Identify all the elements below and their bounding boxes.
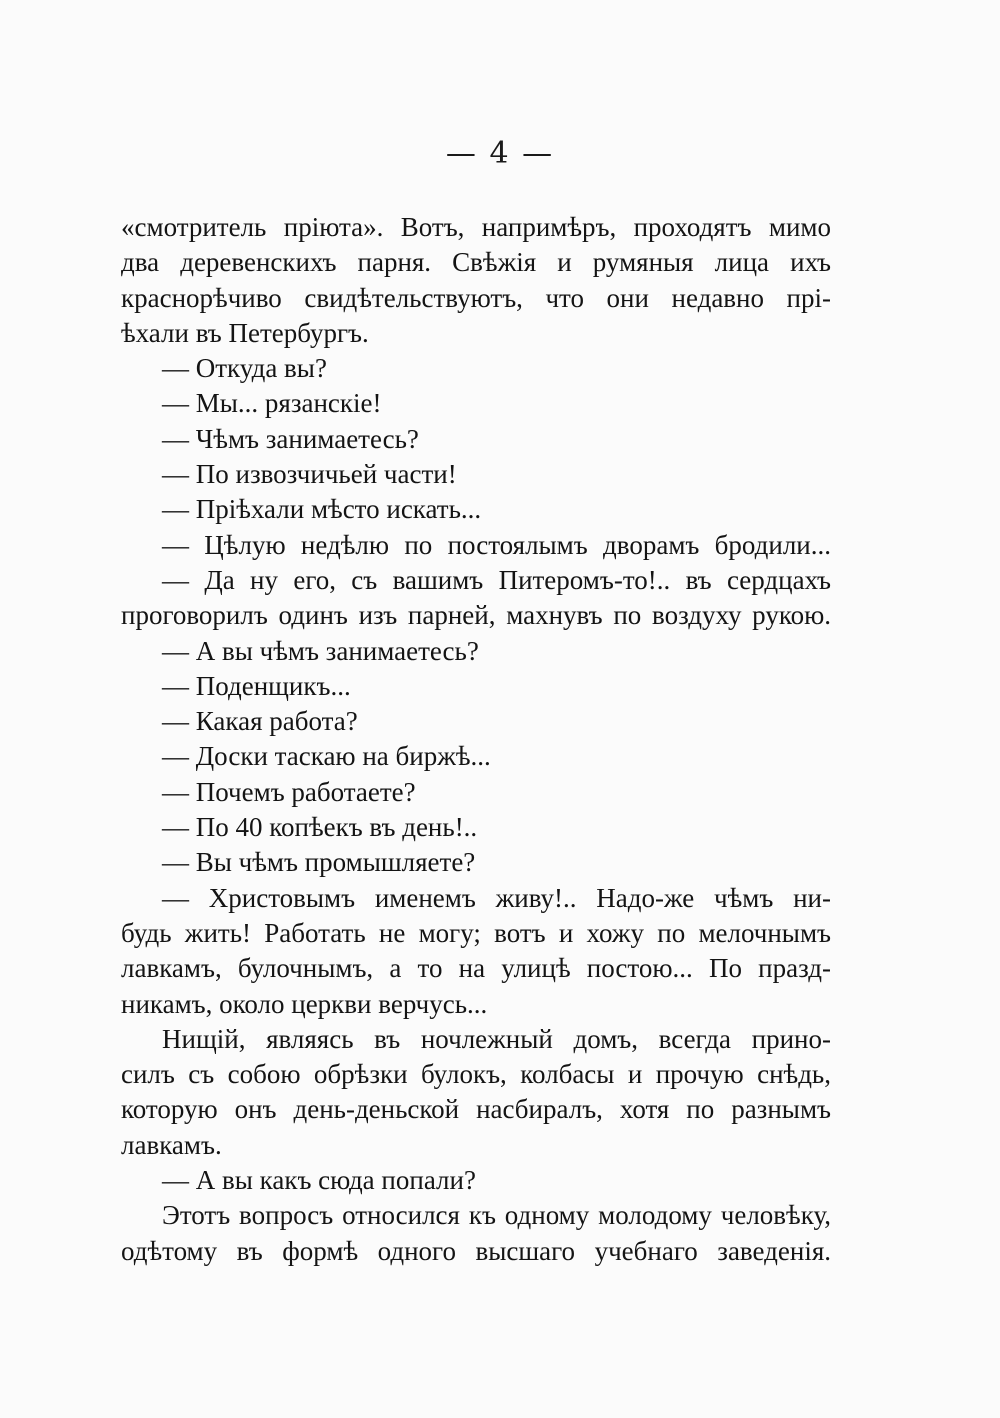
dialogue-line: — Чѣмъ занимаетесь? <box>162 423 419 454</box>
paragraph-line: Нищiй, являясь въ ночлежный домъ, всегда прино- <box>162 1023 831 1054</box>
dialogue-line: — Откуда вы? <box>162 353 327 384</box>
text-line: ѣхали въ Петербургъ. <box>121 317 369 348</box>
dialogue-line: — Цѣлую недѣлю по постоялымъ дворамъ бродили... <box>162 529 831 560</box>
text-line: которую онъ день-деньской насбиралъ, хотя по разнымъ <box>121 1094 831 1125</box>
text-line: краснорѣчиво свидѣтельствуютъ, что они недавно прi- <box>121 282 831 313</box>
dialogue-line: — Какая работа? <box>162 706 358 737</box>
dialogue-line: — Прiѣхали мѣсто искать... <box>162 494 482 525</box>
dialogue-line: — Мы... рязанскiе! <box>162 388 382 419</box>
text-line: лавкамъ. <box>121 1129 222 1160</box>
text-line: одѣтому въ формѣ одного высшаго учебнаго заведенiя. <box>121 1235 831 1266</box>
text-line: проговорилъ одинъ изъ парней, махнувъ по воздуху рукою. <box>121 600 831 631</box>
dialogue-line: — Доски таскаю на биржѣ... <box>162 741 491 772</box>
dialogue-line: — Вы чѣмъ промышляете? <box>162 847 476 878</box>
dialogue-line: — А вы какъ сюда попали? <box>162 1165 476 1196</box>
text-line: два деревенскихъ парня. Свѣжiя и румяныя лица ихъ <box>121 247 831 278</box>
text-line: никамъ, около церкви верчусь... <box>121 988 488 1019</box>
page-number: — 4 — <box>445 136 555 171</box>
dialogue-line: — По извозчичьей части! <box>162 459 457 490</box>
page-text <box>121 210 831 1269</box>
text-line: лавкамъ, булочнымъ, а то на улицѣ постою... По празд- <box>121 953 831 984</box>
text-line: будь жить! Работать не могу; вотъ и хожу по мелочнымъ <box>121 917 831 948</box>
dialogue-line: — Почемъ работаете? <box>162 776 416 807</box>
paragraph-line: Этотъ вопросъ относился къ одному молодому человѣку, <box>162 1200 831 1231</box>
text-line: силъ съ собою обрѣзки булокъ, колбасы и прочую снѣдь, <box>121 1059 831 1090</box>
text-line: «смотритель прiюта». Вотъ, напримѣръ, проходятъ мимо <box>121 212 831 242</box>
dialogue-line: — По 40 копѣекъ въ день!.. <box>162 812 478 843</box>
dialogue-line: — Да ну его, съ вашимъ Питеромъ-то!.. въ сердцахъ <box>162 564 831 595</box>
dialogue-line: — Поденщикъ... <box>162 670 351 701</box>
dialogue-line: — А вы чѣмъ занимаетесь? <box>162 635 479 666</box>
dialogue-line: — Христовымъ именемъ живу!.. Надо-же чѣмъ ни- <box>162 882 831 913</box>
